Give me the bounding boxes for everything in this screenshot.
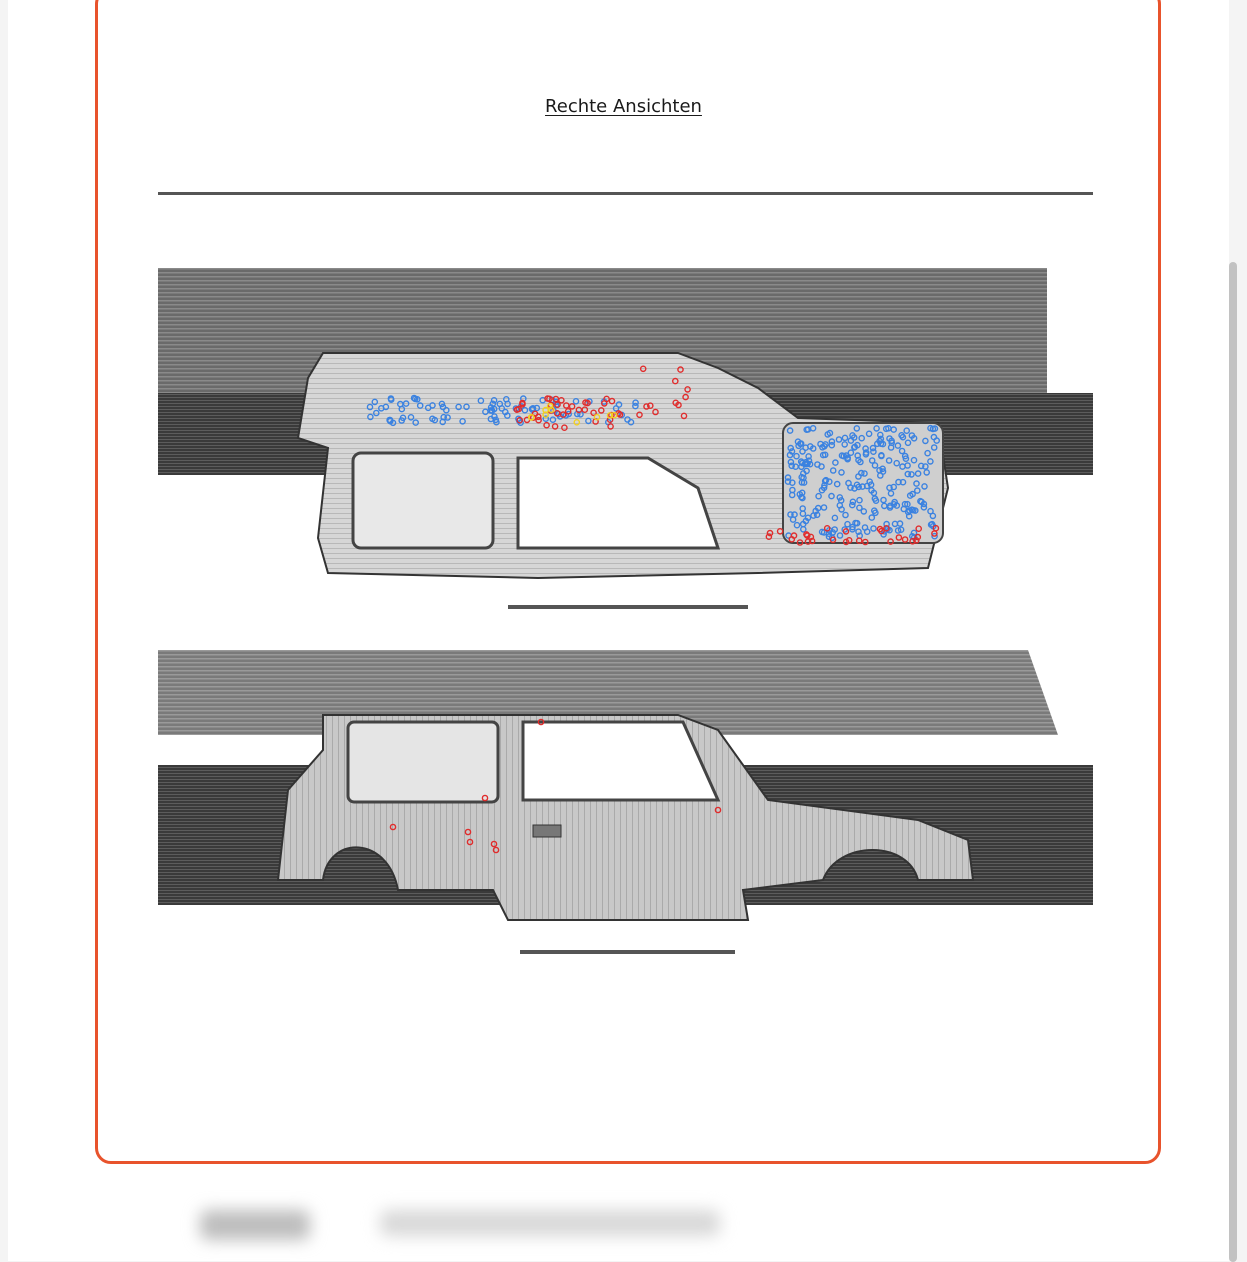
page-title: Rechte Ansichten [545,96,702,117]
lower-rail [508,605,748,609]
lower-rail [520,950,735,954]
rear-window [353,453,493,548]
top-view-scan [158,268,1093,613]
header-divider [158,192,1093,195]
blurred-footer [170,1190,770,1261]
door-handle [533,825,561,837]
side-view-scan [158,650,1093,960]
scrollbar-thumb[interactable] [1229,262,1237,1262]
front-window [523,722,718,800]
rear-window [348,722,498,802]
